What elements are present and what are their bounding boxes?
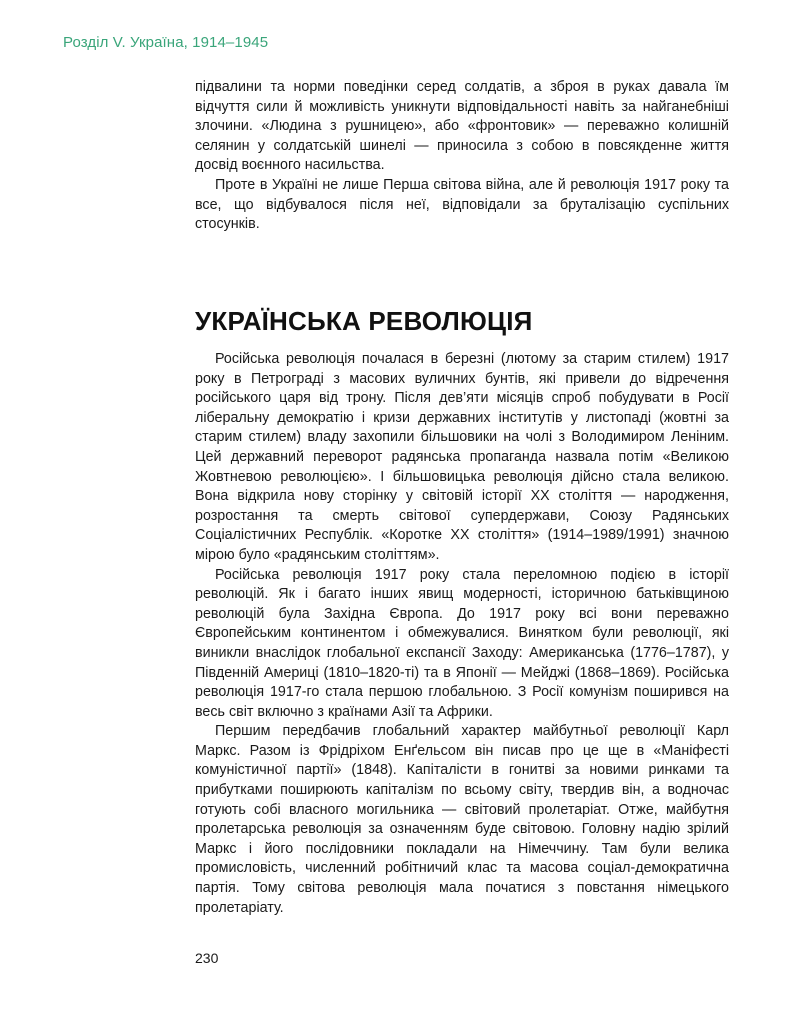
paragraph: Російська революція почалася в березні (лютому за старим стилем) 1917 року в Петрограді з масових вуличних бунтів, які привели до відречення російського царя від трону. Після дев’яти місяців спроб побудувати в Росії ліберальну демократію і кризи державних інститутів у листопаді (жовтні за старим стилем) владу захопили більшовики на чолі з Володимиром Леніним. Цей державний переворот радянська пропаганда назвала потім «Великою Жовтневою революцією». І більшовицька революція дійсно стала великою. Вона відкрила нову сторінку у світовій історії XX століття — народження, розростання та смерть світової супердержави, Союзу Радянських Соціалістичних Республік. «Коротке XX століття» (1914–1989/1991) значною мірою було «радянським століттям». xyxy=(195,351,729,563)
paragraph: Проте в Україні не лише Перша світова війна, але й революція 1917 року та все, що відбувалося після неї, відповідали за бруталізацію суспільних стосунків. xyxy=(195,176,729,233)
paragraph: підвалини та норми поведінки серед солдатів, а зброя в руках давала їм відчуття сили й можливість уникнути відповідальності навіть за найганебніші злочини. «Людина з рушницею», або «фронтовик» — переважно колишній селянин у солдатській шинелі — приносила з собою в повсякденне життя досвід воєнного насильства. xyxy=(195,79,729,174)
section-body xyxy=(195,350,729,918)
running-head: Розділ V. Україна, 1914–1945 xyxy=(63,34,269,51)
page-number: 230 xyxy=(195,950,219,966)
paragraph: Першим передбачив глобальний характер майбутньої революції Карл Маркс. Разом із Фрідріхом Енґельсом він писав про це ще в «Маніфесті комуністичної партії» (1848). Капіталісти в гонитві за новими ринками та прибутками поширюють капіталізм по всьому світу, твердив він, а водночас готують собі власного могильника — світовий пролетаріат. Отже, майбутня пролетарська революція за означенням буде світовою. Головну надію зрілий Маркс і його послідовники покладали на Німеччину. Там були велика промисловість, численний робітничий клас та масова соціал-демократична партія. Тому світова революція мала початися з повстання німецького пролетаріату. xyxy=(195,723,729,916)
section-title: УКРАЇНСЬКА РЕВОЛЮЦІЯ xyxy=(195,306,533,336)
continuation-text xyxy=(195,78,729,235)
paragraph: Російська революція 1917 року стала переломною подією в історії революцій. Як і багато інших явищ модерності, історичною батьківщиною революцій була Західна Європа. До 1917 року всі вони переважно Європейським континентом і обмежувалися. Винятком були революції, які виникли внаслідок глобальної експансії Заходу: Американська (1776–1787), у Південній Америці (1810–1820-ті) та в Японії — Мейджі (1868–1869). Російська революція 1917-го стала першою глобальною. З Росії комунізм поширився на весь світ включно з країнами Азії та Африки. xyxy=(195,566,729,720)
